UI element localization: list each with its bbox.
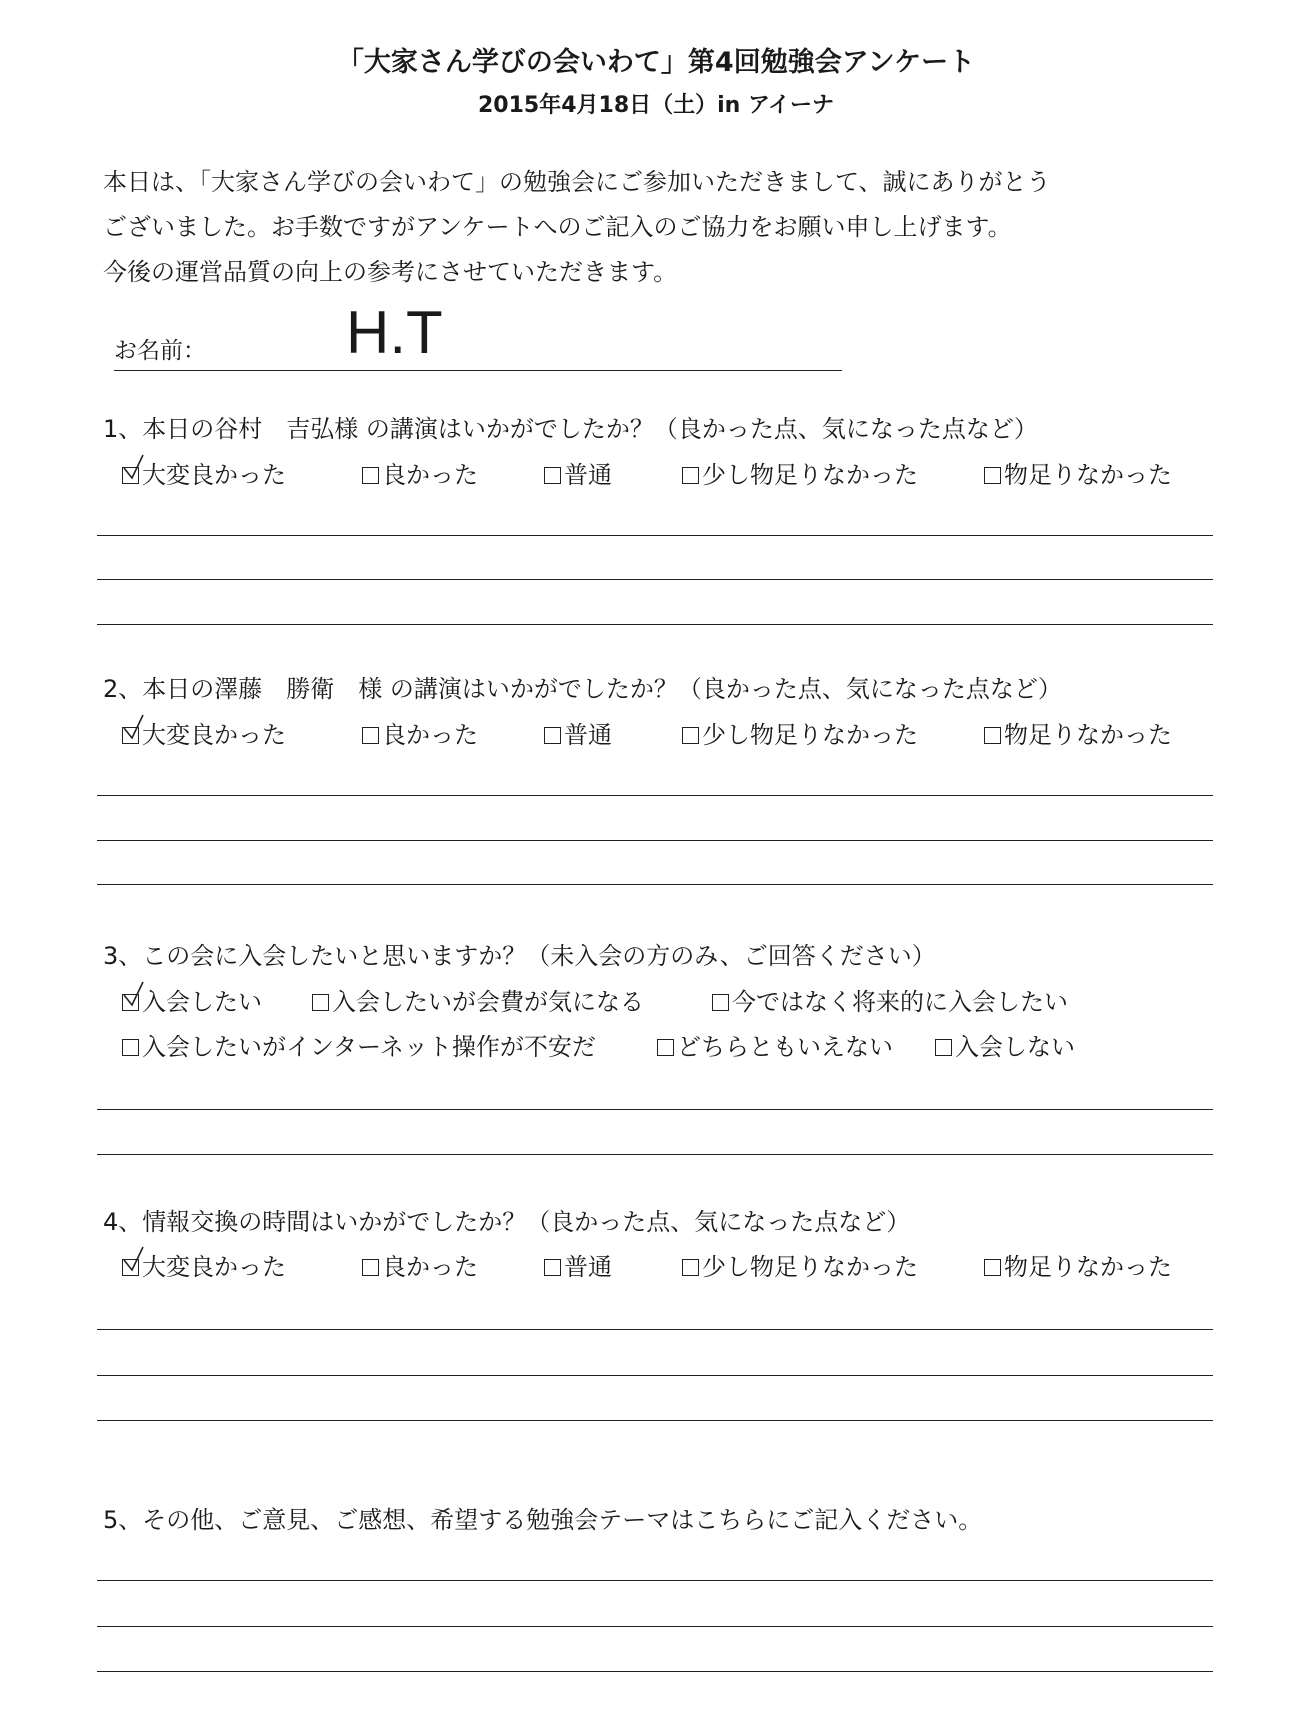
answer-line[interactable] (97, 1329, 1213, 1330)
option-label: 少し物足りなかった (702, 1253, 918, 1281)
name-field[interactable] (114, 300, 842, 371)
checkbox[interactable] (984, 727, 1001, 744)
q2-option-2[interactable] (362, 715, 478, 750)
answer-line[interactable] (97, 1109, 1213, 1110)
checkbox-checked[interactable] (122, 1259, 139, 1276)
checkbox[interactable] (935, 1039, 952, 1056)
q1-option-4[interactable] (682, 455, 918, 490)
checkbox[interactable] (544, 467, 561, 484)
option-label: 少し物足りなかった (702, 721, 918, 749)
option-label: 普通 (564, 721, 612, 749)
answer-line[interactable] (97, 840, 1213, 841)
answer-line[interactable] (97, 624, 1213, 625)
option-label: 少し物足りなかった (702, 461, 918, 489)
checkbox[interactable] (984, 467, 1001, 484)
checkbox[interactable] (362, 467, 379, 484)
q2-option-1[interactable] (122, 715, 286, 750)
option-label: どちらともいえない (677, 1033, 893, 1061)
checkbox-checked[interactable] (122, 994, 139, 1011)
q4-option-5[interactable] (984, 1247, 1172, 1282)
answer-line[interactable] (97, 1420, 1213, 1421)
checkbox[interactable] (682, 467, 699, 484)
q2-option-4[interactable] (682, 715, 918, 750)
option-label: 大変良かった (142, 461, 286, 489)
q1-option-5[interactable] (984, 455, 1172, 490)
answer-line[interactable] (97, 884, 1213, 885)
intro-line-1: 本日は、「大家さん学びの会いわて」の勉強会にご参加いただきまして、誠にありがとう (103, 168, 1051, 196)
option-label: 良かった (382, 721, 478, 749)
option-label: 入会したいがインターネット操作が不安だ (142, 1033, 596, 1061)
checkbox-checked[interactable] (122, 467, 139, 484)
q4-option-2[interactable] (362, 1247, 478, 1282)
intro-line-3: 今後の運営品質の向上の参考にさせていただきます。 (103, 258, 678, 286)
q2-option-3[interactable] (544, 715, 612, 750)
option-label: 物足りなかった (1004, 1253, 1172, 1281)
checkbox[interactable] (984, 1259, 1001, 1276)
checkbox[interactable] (544, 727, 561, 744)
intro-line-2: ございました。お手数ですがアンケートへのご記入のご協力をお願い申し上げます。 (103, 213, 1012, 241)
q1-option-3[interactable] (544, 455, 612, 490)
checkbox[interactable] (682, 1259, 699, 1276)
question-4: 4、情報交換の時間はいかがでしたか？（良かった点、気になった点など） (103, 1208, 911, 1236)
page-subtitle: 2015年4月18日（土）in アイーナ (477, 93, 835, 118)
checkbox[interactable] (362, 1259, 379, 1276)
checkbox[interactable] (362, 727, 379, 744)
checkbox[interactable] (712, 994, 729, 1011)
name-label: お名前： (114, 338, 206, 364)
q3-option-1[interactable] (122, 982, 262, 1017)
checkmark-icon (121, 454, 151, 484)
checkbox[interactable] (122, 1039, 139, 1056)
q4-option-3[interactable] (544, 1247, 612, 1282)
q3-option-4[interactable] (122, 1027, 596, 1062)
option-label: 入会しない (955, 1033, 1075, 1061)
q3-option-6[interactable] (935, 1027, 1075, 1062)
option-label: 物足りなかった (1004, 461, 1172, 489)
question-1: 1、本日の谷村 吉弘様 の講演はいかがでしたか？（良かった点、気になった点など） (103, 415, 1038, 443)
option-label: 入会したい (142, 988, 262, 1016)
q1-option-1[interactable] (122, 455, 286, 490)
checkbox[interactable] (312, 994, 329, 1011)
checkbox[interactable] (682, 727, 699, 744)
question-5: 5、その他、ご意見、ご感想、希望する勉強会テーマはこちらにご記入ください。 (103, 1506, 983, 1534)
checkbox-checked[interactable] (122, 727, 139, 744)
answer-line[interactable] (97, 1154, 1213, 1155)
q2-option-5[interactable] (984, 715, 1172, 750)
q4-option-4[interactable] (682, 1247, 918, 1282)
page-title: 「大家さん学びの会いわて」第4回勉強会アンケート (336, 47, 976, 78)
question-2: 2、本日の澤藤 勝衛 様 の講演はいかがでしたか？（良かった点、気になった点など） (103, 675, 1062, 703)
option-label: 普通 (564, 461, 612, 489)
checkmark-icon (121, 981, 151, 1011)
checkmark-icon (121, 714, 151, 744)
option-label: 今ではなく将来的に入会したい (732, 988, 1068, 1016)
answer-line[interactable] (97, 1671, 1213, 1672)
q3-option-2[interactable] (312, 982, 644, 1017)
checkbox[interactable] (657, 1039, 674, 1056)
intro-text (103, 160, 1051, 295)
answer-line[interactable] (97, 535, 1213, 536)
option-label: 大変良かった (142, 721, 286, 749)
answer-line[interactable] (97, 1580, 1213, 1581)
q1-option-2[interactable] (362, 455, 478, 490)
option-label: 良かった (382, 1253, 478, 1281)
question-3: 3、この会に入会したいと思いますか？（未入会の方のみ、ご回答ください） (103, 942, 936, 970)
answer-line[interactable] (97, 579, 1213, 580)
option-label: 大変良かった (142, 1253, 286, 1281)
q4-option-1[interactable] (122, 1247, 286, 1282)
answer-line[interactable] (97, 1375, 1213, 1376)
answer-line[interactable] (97, 795, 1213, 796)
checkbox[interactable] (544, 1259, 561, 1276)
name-value: H.T (346, 299, 443, 366)
q3-option-5[interactable] (657, 1027, 893, 1062)
answer-line[interactable] (97, 1626, 1213, 1627)
checkmark-icon (121, 1246, 151, 1276)
q3-option-3[interactable] (712, 982, 1068, 1017)
option-label: 入会したいが会費が気になる (332, 988, 644, 1016)
option-label: 物足りなかった (1004, 721, 1172, 749)
option-label: 普通 (564, 1253, 612, 1281)
option-label: 良かった (382, 461, 478, 489)
